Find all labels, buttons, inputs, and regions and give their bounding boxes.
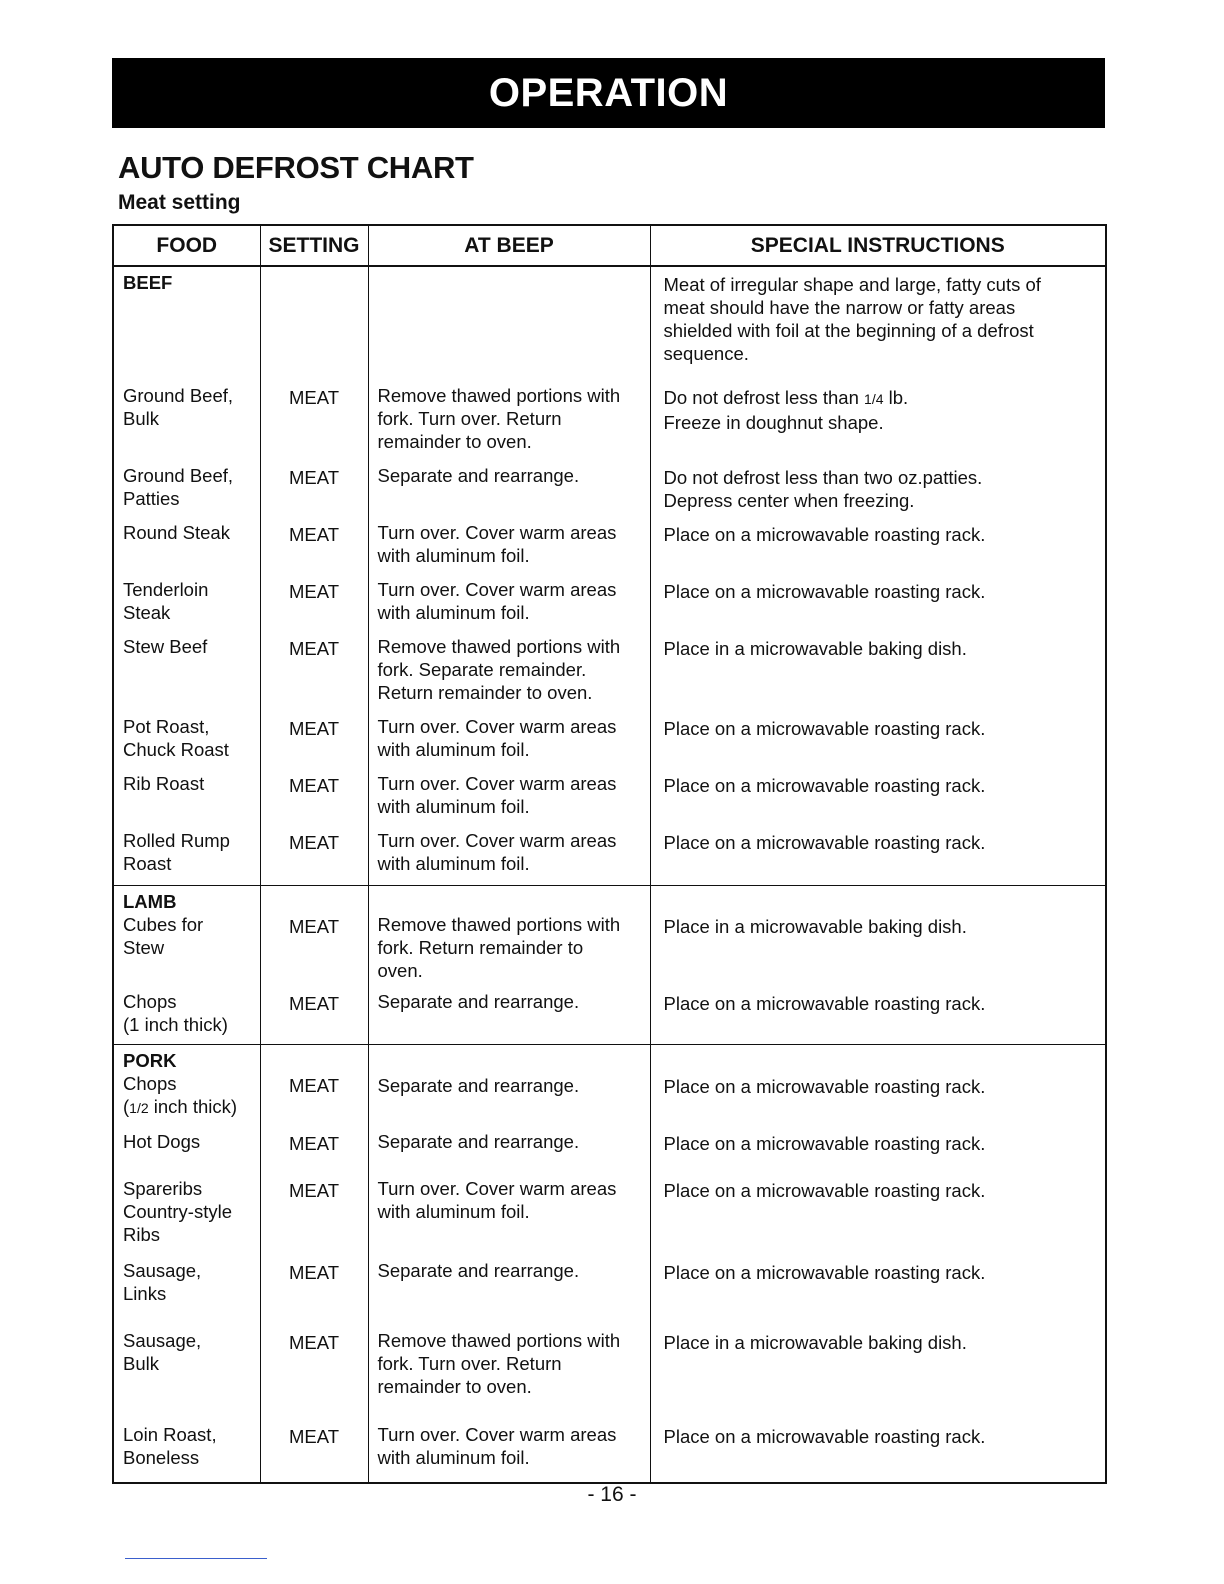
footer-divider — [125, 1558, 267, 1559]
food-cell: Chops (1/2 inch thick) — [123, 1072, 238, 1117]
table-row — [113, 578, 1106, 635]
setting-cell: MEAT — [260, 464, 368, 521]
table-row — [113, 1044, 1106, 1130]
instruction-cell: Place in a microwavable baking dish. — [650, 635, 1106, 715]
group-instructions: Meat of irregular shape and large, fatty cuts of meat should have the narrow or fatty areas shielded with foil at the beginning of a defrost sequence. — [650, 266, 1106, 384]
group-label-beef: BEEF — [123, 272, 173, 293]
setting-cell: MEAT — [260, 1177, 368, 1259]
instruction-cell: Place on a microwavable roasting rack. — [650, 990, 1106, 1044]
beep-cell: Separate and rearrange. — [368, 1259, 650, 1329]
table-row — [113, 464, 1106, 521]
setting-cell: MEAT — [260, 885, 368, 990]
setting-cell: MEAT — [260, 635, 368, 715]
food-cell: Ground Beef, Patties — [123, 465, 234, 509]
beep-cell: Separate and rearrange. — [368, 1044, 650, 1130]
beep-cell: Remove thawed portions with fork. Separate remainder. Return remainder to oven. — [368, 635, 650, 715]
fraction-quarter: 1/4 — [864, 391, 884, 407]
beep-cell: Separate and rearrange. — [368, 464, 650, 521]
chart-subtitle: Meat setting — [118, 191, 241, 214]
fraction-half: 1/2 — [129, 1099, 149, 1116]
column-header-setting: SETTING — [260, 225, 368, 266]
food-cell: Sausage, Links — [123, 1260, 202, 1304]
beep-cell: Separate and rearrange. — [368, 990, 650, 1044]
food-cell: Round Steak — [123, 522, 230, 543]
beep-cell: Remove thawed portions with fork. Return remainder to oven. — [368, 885, 650, 990]
instruction-cell: Place on a microwavable roasting rack. — [650, 1423, 1106, 1483]
section-banner: OPERATION — [112, 58, 1105, 128]
beep-cell: Separate and rearrange. — [368, 1130, 650, 1177]
instruction-cell: Place on a microwavable roasting rack. — [650, 1130, 1106, 1177]
table-row — [113, 715, 1106, 772]
setting-cell: MEAT — [260, 1329, 368, 1423]
instruction-cell: Place on a microwavable roasting rack. — [650, 521, 1106, 578]
table-row — [113, 1259, 1106, 1329]
setting-cell: MEAT — [260, 1130, 368, 1177]
beep-cell: Turn over. Cover warm areas with aluminum foil. — [368, 1177, 650, 1259]
table-row — [113, 266, 1106, 384]
group-label-lamb: LAMB — [123, 890, 177, 912]
table-row — [113, 990, 1106, 1044]
table-row — [113, 635, 1106, 715]
setting-cell: MEAT — [260, 1044, 368, 1130]
food-cell: Cubes for Stew — [123, 913, 204, 958]
table-row — [113, 521, 1106, 578]
beep-cell: Turn over. Cover warm areas with aluminum foil. — [368, 1423, 650, 1483]
table-row — [113, 1130, 1106, 1177]
auto-defrost-table — [112, 224, 1107, 1484]
beep-cell: Turn over. Cover warm areas with aluminum foil. — [368, 772, 650, 829]
table-row — [113, 1177, 1106, 1259]
setting-cell: MEAT — [260, 578, 368, 635]
setting-cell: MEAT — [260, 772, 368, 829]
group-label-pork: PORK — [123, 1049, 177, 1071]
food-cell: Pot Roast, Chuck Roast — [123, 716, 229, 760]
food-cell: Stew Beef — [123, 636, 208, 657]
instruction-cell: Place in a microwavable baking dish. — [650, 1329, 1106, 1423]
instruction-cell: Place on a microwavable roasting rack. — [650, 578, 1106, 635]
table-row — [113, 829, 1106, 885]
beep-cell: Turn over. Cover warm areas with aluminum foil. — [368, 829, 650, 885]
setting-cell: MEAT — [260, 829, 368, 885]
food-cell: Ground Beef, Bulk — [123, 385, 234, 429]
table-row — [113, 384, 1106, 464]
beep-cell: Turn over. Cover warm areas with aluminum foil. — [368, 578, 650, 635]
column-header-food: FOOD — [113, 225, 260, 266]
instruction-cell: Place on a microwavable roasting rack. — [650, 829, 1106, 885]
table-header-row — [113, 225, 1106, 266]
setting-cell: MEAT — [260, 1259, 368, 1329]
instruction-cell: Place on a microwavable roasting rack. — [650, 1177, 1106, 1259]
food-cell: Hot Dogs — [123, 1131, 201, 1152]
instruction-cell: Place on a microwavable roasting rack. — [650, 715, 1106, 772]
instruction-cell: Place on a microwavable roasting rack. — [650, 1259, 1106, 1329]
beep-cell: Turn over. Cover warm areas with aluminum foil. — [368, 715, 650, 772]
setting-cell: MEAT — [260, 521, 368, 578]
food-cell: Spareribs Country-style Ribs — [123, 1178, 232, 1245]
food-cell: Sausage, Bulk — [123, 1330, 202, 1374]
beep-cell: Remove thawed portions with fork. Turn over. Return remainder to oven. — [368, 1329, 650, 1423]
table-row — [113, 1423, 1106, 1483]
beep-cell: Remove thawed portions with fork. Turn over. Return remainder to oven. — [368, 384, 650, 464]
table-row — [113, 885, 1106, 990]
setting-cell: MEAT — [260, 384, 368, 464]
food-cell: Loin Roast, Boneless — [123, 1424, 217, 1468]
instruction-cell: Do not defrost less than 1/4 lb. Freeze in doughnut shape. — [650, 384, 1106, 464]
table-row — [113, 1329, 1106, 1423]
setting-cell: MEAT — [260, 1423, 368, 1483]
instruction-cell: Place on a microwavable roasting rack. — [650, 772, 1106, 829]
food-cell: Chops (1 inch thick) — [113, 990, 260, 1044]
table-row — [113, 772, 1106, 829]
chart-title: AUTO DEFROST CHART — [118, 150, 474, 185]
beep-cell: Turn over. Cover warm areas with aluminum foil. — [368, 521, 650, 578]
instruction-cell: Do not defrost less than two oz.patties. Depress center when freezing. — [650, 464, 1106, 521]
food-cell: Rib Roast — [123, 773, 205, 794]
instruction-cell: Place on a microwavable roasting rack. — [650, 1044, 1106, 1130]
setting-cell: MEAT — [260, 990, 368, 1044]
food-cell: Tenderloin Steak — [123, 579, 209, 623]
column-header-special-instructions: SPECIAL INSTRUCTIONS — [650, 225, 1106, 266]
food-cell: Rolled Rump Roast — [113, 829, 260, 885]
column-header-at-beep: AT BEEP — [368, 225, 650, 266]
setting-cell: MEAT — [260, 715, 368, 772]
page-number: - 16 - — [587, 1483, 637, 1506]
instruction-cell: Place in a microwavable baking dish. — [650, 885, 1106, 990]
